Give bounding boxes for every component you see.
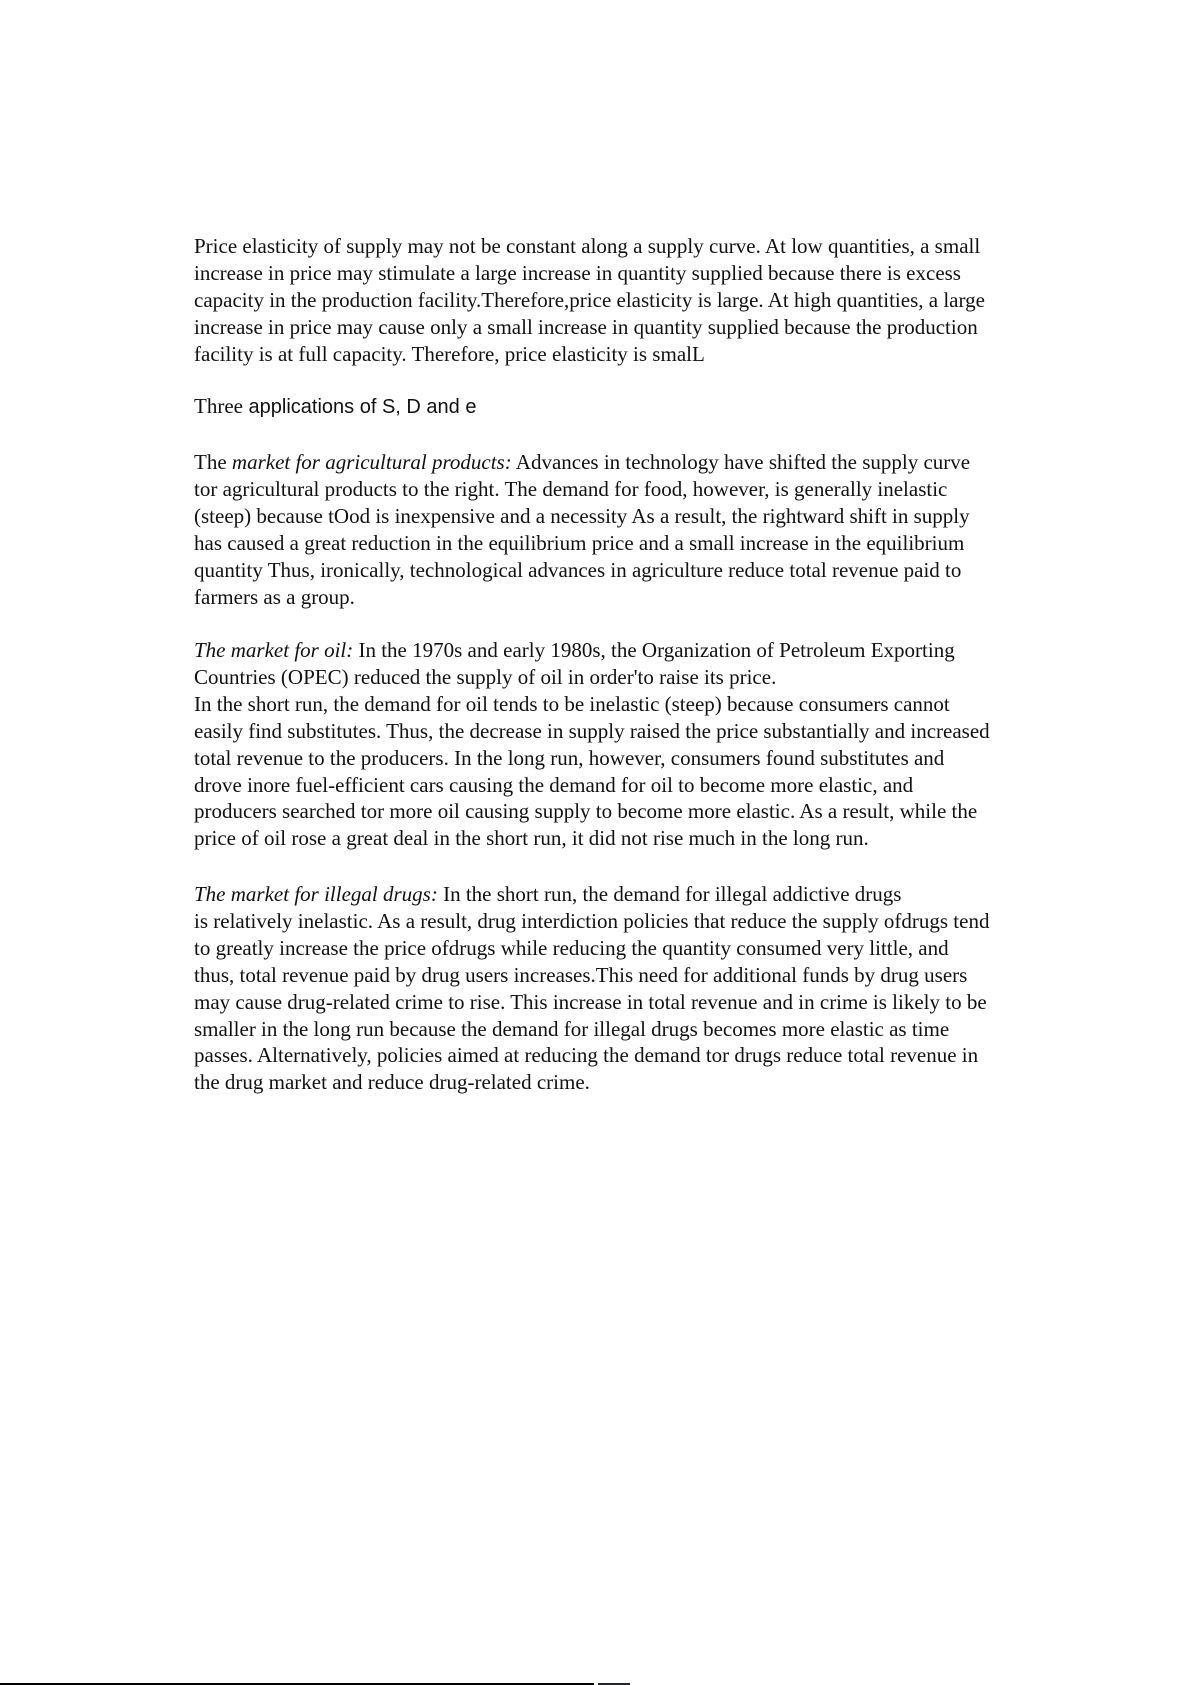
paragraph-agricultural-market — [194, 449, 1094, 610]
line-text: producers searched tor more oil causing supply to become more elastic. As a result, while the — [194, 799, 978, 824]
line-text: the drug market and reduce drug-related crime. — [194, 1070, 590, 1095]
line-text: farmers as a group. — [194, 584, 355, 609]
line-text: has caused a great reduction in the equilibrium price and a small increase in the equilibrium — [194, 530, 965, 555]
italic-lead: The market for illegal drugs: — [194, 882, 438, 906]
line-text: Price elasticity of supply may not be constant along a supply curve. At low quantities, a small — [194, 234, 981, 258]
line-text: facility is at full capacity. Therefore, price elasticity is smalL — [194, 341, 705, 366]
text-line — [194, 637, 1094, 664]
line-text: In the short run, the demand for illegal addictive drugs — [437, 882, 902, 906]
text-line — [194, 825, 1094, 852]
line-text: Advances in technology have shifted the supply curve — [511, 450, 971, 474]
text-line — [194, 908, 1094, 935]
section-heading — [194, 394, 476, 419]
text-line — [194, 287, 1094, 314]
italic-lead: The market for oil: — [194, 638, 354, 662]
text-line — [194, 664, 1094, 691]
text-line — [194, 989, 1094, 1016]
line-text: In the 1970s and early 1980s, the Organization of Petroleum Exporting — [353, 638, 955, 662]
heading-rest: applications of S, D and e — [242, 396, 477, 418]
text-line — [194, 798, 1094, 825]
text-line — [194, 476, 1094, 503]
line-prefix: The — [194, 450, 232, 474]
line-text: Countries (OPEC) reduced the supply of oil in order'to raise its price. — [194, 664, 777, 689]
line-text: increase in price may stimulate a large increase in quantity supplied because there is excess — [194, 260, 961, 285]
text-line — [194, 935, 1094, 962]
text-line — [194, 691, 1094, 718]
line-text: passes. Alternatively, policies aimed at reducing the demand tor drugs reduce total revenue in — [194, 1043, 979, 1068]
italic-lead: market for agricultural products: — [231, 450, 512, 474]
paragraph-illegal-drugs-market — [194, 881, 1094, 1096]
text-line — [194, 584, 1094, 611]
text-line — [194, 503, 1094, 530]
text-line — [194, 260, 1094, 287]
text-line — [194, 449, 1094, 476]
line-text: (steep) because tOod is inexpensive and a necessity As a result, the rightward shift in supply — [194, 503, 970, 528]
heading-first-word: Three — [194, 394, 243, 418]
line-text: smaller in the long run because the demand for illegal drugs becomes more elastic as time — [194, 1016, 950, 1041]
line-text: price of oil rose a great deal in the short run, it did not rise much in the long run. — [194, 826, 869, 851]
line-text: easily find substitutes. Thus, the decrease in supply raised the price substantially and increased — [194, 718, 990, 743]
line-text: to greatly increase the price ofdrugs while reducing the quantity consumed very little, and — [194, 935, 949, 960]
line-text: thus, total revenue paid by drug users increases.This need for additional funds by drug users — [194, 962, 968, 987]
text-line — [194, 341, 1094, 368]
text-line — [194, 1069, 1094, 1096]
text-line — [194, 772, 1094, 799]
text-line — [194, 557, 1094, 584]
line-text: In the short run, the demand for oil tends to be inelastic (steep) because consumers cannot — [194, 691, 950, 716]
line-text: total revenue to the producers. In the long run, however, consumers found substitutes and — [194, 745, 945, 770]
line-text: increase in price may cause only a small increase in quantity supplied because the production — [194, 314, 978, 339]
text-line — [194, 530, 1094, 557]
paragraph-oil-market — [194, 637, 1094, 852]
line-text: may cause drug-related crime to rise. This increase in total revenue and in crime is likely to be — [194, 989, 987, 1014]
line-text: drove inore fuel-efficient cars causing the demand for oil to become more elastic, and — [194, 772, 914, 797]
text-line — [194, 745, 1094, 772]
line-text: is relatively inelastic. As a result, drug interdiction policies that reduce the supply ofdrugs tend — [194, 908, 990, 933]
text-line — [194, 1016, 1094, 1043]
text-line — [194, 881, 1094, 908]
text-line — [194, 718, 1094, 745]
text-line — [194, 314, 1094, 341]
line-text: capacity in the production facility.Therefore,price elasticity is large. At high quantities, a large — [194, 287, 985, 312]
paragraph-supply-elasticity — [194, 233, 1094, 368]
text-line — [194, 1042, 1094, 1069]
line-text: tor agricultural products to the right. The demand for food, however, is generally inelastic — [194, 476, 948, 501]
text-line — [194, 233, 1094, 260]
line-text: quantity Thus, ironically, technological advances in agriculture reduce total revenue paid to — [194, 557, 962, 582]
text-line — [194, 962, 1094, 989]
